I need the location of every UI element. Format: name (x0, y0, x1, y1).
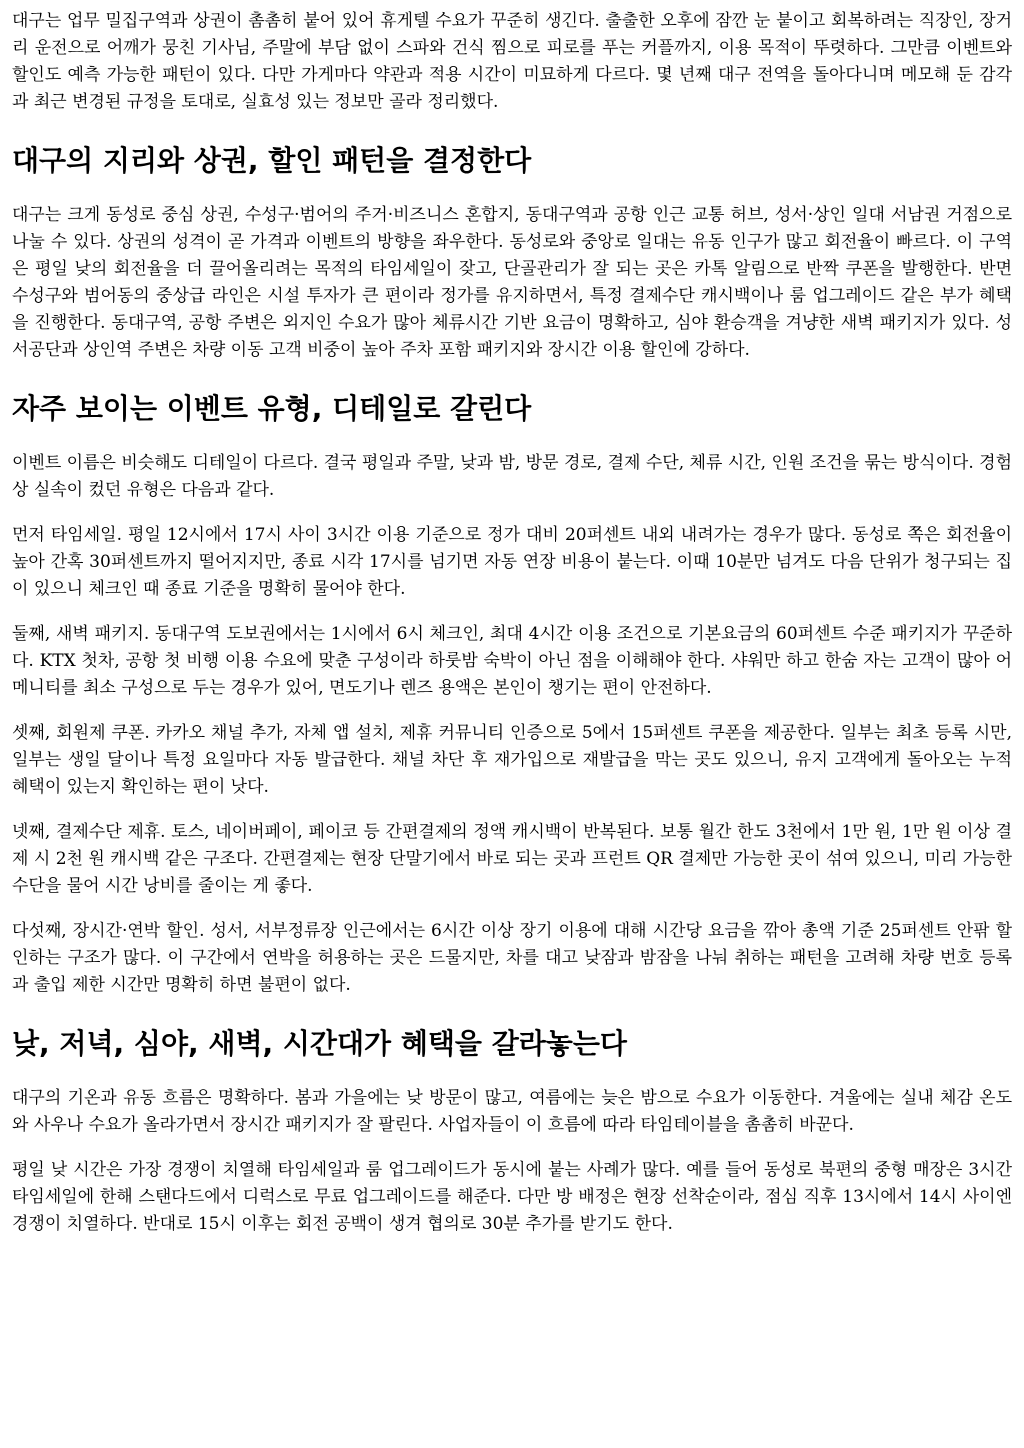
section-paragraph: 둘째, 새벽 패키지. 동대구역 도보권에서는 1시에서 6시 체크인, 최대 4시간 이용 조건으로 기본요금의 60퍼센트 수준 패키지가 꾸준하다. KTX 첫차, 공항 첫 비행 이용 수요에 맞춘 구성이라 하룻밤 숙박이 아닌 점을 이해해야 한다. 샤워만 하고 한숨 자는 고객이 많아 어메니티를 최소 구성으로 두는 경우가 있어, 면도기나 렌즈 용액은 본인이 챙기는 편이 안전하다. (12, 624, 1012, 698)
section-paragraph: 셋째, 회원제 쿠폰. 카카오 채널 추가, 자체 앱 설치, 제휴 커뮤니티 인증으로 5에서 15퍼센트 쿠폰을 제공한다. 일부는 최초 등록 시만, 일부는 생일 달이나 특정 요일마다 자동 발급한다. 채널 차단 후 재가입으로 재발급을 막는 곳도 있으니, 유지 고객에게 돌아오는 누적 혜택이 있는지 확인하는 편이 낫다. (12, 723, 1012, 797)
intro-paragraph: 대구는 업무 밀집구역과 상권이 촘촘히 붙어 있어 휴게텔 수요가 꾸준히 생긴다. 출출한 오후에 잠깐 눈 붙이고 회복하려는 직장인, 장거리 운전으로 어깨가 뭉친 기사님, 주말에 부담 없이 스파와 건식 찜으로 피로를 푸는 커플까지, 이용 목적이 뚜렷하다. 그만큼 이벤트와 할인도 예측 가능한 패턴이 있다. 다만 가게마다 약관과 적용 시간이 미묘하게 다르다. 몇 년째 대구 전역을 돌아다니며 메모해 둔 감각과 최근 변경된 규정을 토대로, 실효성 있는 정보만 골라 정리했다. (12, 11, 1012, 112)
section-paragraph: 대구는 크게 동성로 중심 상권, 수성구·범어의 주거·비즈니스 혼합지, 동대구역과 공항 인근 교통 허브, 성서·상인 일대 서남권 거점으로 나눌 수 있다. 상권의 성격이 곧 가격과 이벤트의 방향을 좌우한다. 동성로와 중앙로 일대는 유동 인구가 많고 회전율이 빠르다. 이 구역은 평일 낮의 회전율을 더 끌어올리려는 목적의 타임세일이 잦고, 단골관리가 잘 되는 곳은 카톡 알림으로 반짝 쿠폰을 발행한다. 반면 수성구와 범어동의 중상급 라인은 시설 투자가 큰 편이라 정가를 유지하면서, 특정 결제수단 캐시백이나 룸 업그레이드 같은 부가 혜택을 진행한다. 동대구역, 공항 주변은 외지인 수요가 많아 체류시간 기반 요금이 명확하고, 심야 환승객을 겨냥한 새벽 패키지가 있다. 성서공단과 상인역 주변은 차량 이동 고객 비중이 높아 주차 포함 패키지와 장시간 이용 할인에 강하다. (12, 205, 1012, 360)
section-paragraph: 대구의 기온과 유동 흐름은 명확하다. 봄과 가을에는 낮 방문이 많고, 여름에는 늦은 밤으로 수요가 이동한다. 겨울에는 실내 체감 온도와 사우나 수요가 올라가면서 장시간 패키지가 잘 팔린다. 사업자들이 이 흐름에 따라 타임테이블을 촘촘히 바꾼다. (12, 1088, 1012, 1135)
section-heading-event-types: 자주 보이는 이벤트 유형, 디테일로 갈린다 (12, 392, 532, 425)
section-paragraph: 넷째, 결제수단 제휴. 토스, 네이버페이, 페이코 등 간편결제의 정액 캐시백이 반복된다. 보통 월간 한도 3천에서 1만 원, 1만 원 이상 결제 시 2천 원 캐시백 같은 구조다. 간편결제는 현장 단말기에서 바로 되는 곳과 프런트 QR 결제만 가능한 곳이 섞여 있으니, 미리 가능한 수단을 물어 시간 낭비를 줄이는 게 좋다. (12, 822, 1012, 896)
section-heading-time-slots: 낮, 저녁, 심야, 새벽, 시간대가 혜택을 갈라놓는다 (12, 1027, 627, 1060)
article (12, 8, 1012, 1238)
section-paragraph: 평일 낮 시간은 가장 경쟁이 치열해 타임세일과 룸 업그레이드가 동시에 붙는 사례가 많다. 예를 들어 동성로 북편의 중형 매장은 3시간 타임세일에 한해 스탠다드에서 디럭스로 무료 업그레이드를 해준다. 다만 방 배정은 현장 선착순이라, 점심 직후 13시에서 14시 사이엔 경쟁이 치열하다. 반대로 15시 이후는 회전 공백이 생겨 협의로 30분 추가를 받기도 한다. (12, 1160, 1012, 1234)
section-paragraph: 다섯째, 장시간·연박 할인. 성서, 서부정류장 인근에서는 6시간 이상 장기 이용에 대해 시간당 요금을 깎아 총액 기준 25퍼센트 안팎 할인하는 구조가 많다. 이 구간에서 연박을 허용하는 곳은 드물지만, 차를 대고 낮잠과 밤잠을 나눠 취하는 패턴을 고려해 차량 번호 등록과 출입 제한 시간만 명확히 하면 불편이 없다. (12, 921, 1012, 995)
section-paragraph: 이벤트 이름은 비슷해도 디테일이 다르다. 결국 평일과 주말, 낮과 밤, 방문 경로, 결제 수단, 체류 시간, 인원 조건을 묶는 방식이다. 경험상 실속이 컸던 유형은 다음과 같다. (12, 453, 1012, 500)
section-heading-geography: 대구의 지리와 상권, 할인 패턴을 결정한다 (12, 144, 532, 177)
section-paragraph: 먼저 타임세일. 평일 12시에서 17시 사이 3시간 이용 기준으로 정가 대비 20퍼센트 내외 내려가는 경우가 많다. 동성로 쪽은 회전율이 높아 간혹 30퍼센트까지 떨어지지만, 종료 시각 17시를 넘기면 자동 연장 비용이 붙는다. 이때 10분만 넘겨도 다음 단위가 청구되는 집이 있으니 체크인 때 종료 기준을 명확히 물어야 한다. (12, 525, 1012, 599)
